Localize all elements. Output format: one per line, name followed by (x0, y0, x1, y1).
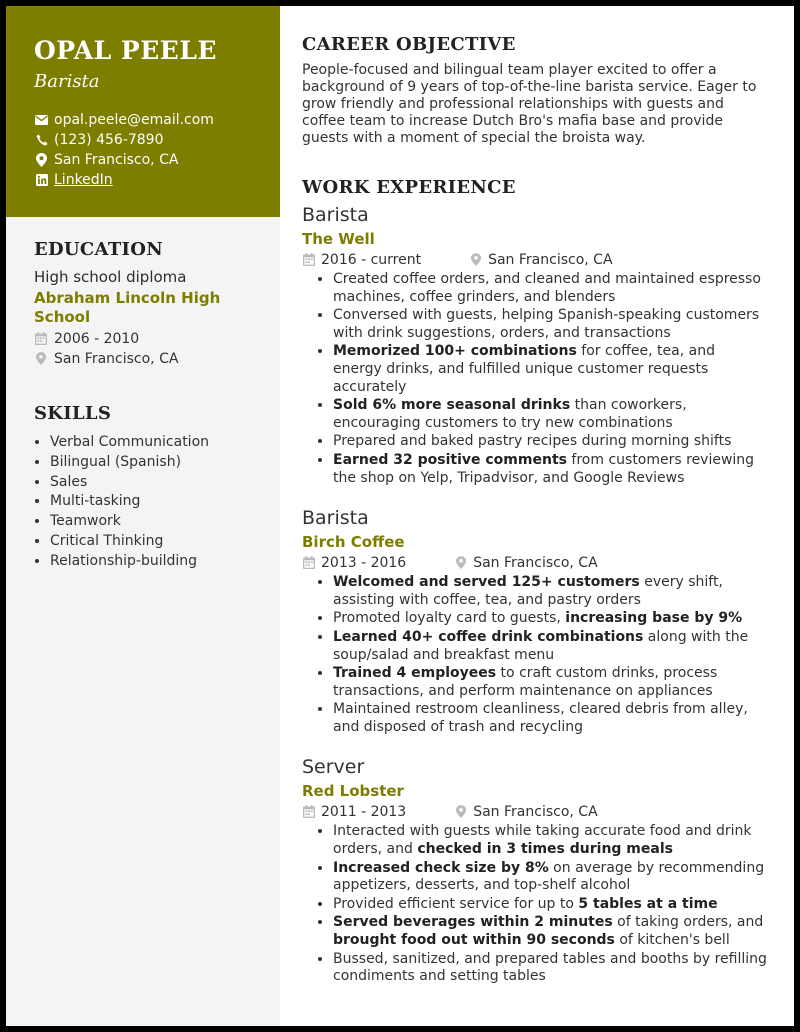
job-meta (302, 554, 768, 571)
education-section (34, 239, 252, 367)
work-heading: WORK EXPERIENCE (302, 177, 516, 198)
location-text: San Francisco, CA (54, 152, 179, 168)
skills-heading: SKILLS (34, 403, 112, 424)
company-name: Birch Coffee (302, 533, 405, 552)
candidate-name: OPAL PEELE (34, 36, 217, 65)
sidebar (6, 6, 280, 1026)
bullet-highlight: 5 tables at a time (578, 895, 718, 912)
skill-item: • Teamwork (50, 512, 252, 532)
phone-text: (123) 456-7890 (54, 132, 164, 148)
job-bullets (302, 574, 768, 736)
bullet-text: of kitchen's bell (614, 932, 730, 949)
job-meta (302, 251, 768, 268)
skill-item: • Relationship-building (50, 552, 252, 572)
job-dates: 2011 - 2013 (321, 803, 407, 820)
calendar-icon (302, 805, 316, 819)
bullet-highlight: increasing base by 9% (565, 610, 743, 627)
job-bullet (333, 665, 768, 700)
school-name: Abraham Lincoln High School (34, 289, 221, 326)
bullet-highlight: Learned 40+ coffee drink combinations (333, 628, 644, 645)
bullet-highlight: brought food out within 90 seconds (333, 932, 615, 949)
location-pin-icon (454, 556, 468, 570)
job-entry (302, 507, 768, 736)
job-bullet (333, 433, 768, 451)
job-bullet (333, 896, 768, 914)
bullet-highlight: Welcomed and served 125+ customers (333, 574, 640, 591)
contact-linkedin[interactable] (34, 172, 252, 188)
skill-item: • Bilingual (Spanish) (50, 453, 252, 473)
job-bullets (302, 823, 768, 985)
job-bullet (333, 914, 768, 949)
bullet-text: every shift, assisting with coffee, tea, and pastry orders (333, 574, 723, 608)
job-location-text: San Francisco, CA (473, 803, 598, 820)
calendar-icon (302, 253, 316, 267)
bullet-text: Created coffee orders, and cleaned and maintained espresso machines, coffee grinders, and blenders (333, 271, 761, 305)
job-bullet (333, 397, 768, 432)
envelope-icon (34, 113, 49, 127)
job-bullet (333, 629, 768, 664)
job-entry (302, 756, 768, 985)
job-location-text: San Francisco, CA (473, 554, 598, 571)
job-location (454, 555, 597, 571)
job-bullet (333, 452, 768, 487)
contact-location (34, 152, 252, 168)
bullet-text: on average by recommending appetizers, desserts, and top-shelf alcohol (333, 859, 765, 894)
degree: High school diploma (34, 268, 187, 286)
job-dates: 2016 - current (321, 251, 422, 268)
bullet-text: than coworkers, encouraging customers to try new combinations (333, 397, 687, 431)
bullet-text: Prepared and baked pastry recipes during morning shifts (333, 433, 732, 450)
job-bullets (302, 271, 768, 487)
job-bullet (333, 610, 768, 628)
skill-item: • Critical Thinking (50, 532, 252, 552)
bullet-text: of taking orders, and (612, 914, 764, 931)
bullet-text: Promoted loyalty card to guests, (333, 610, 566, 627)
header (6, 6, 280, 217)
contact-email (34, 112, 252, 128)
main-content (280, 6, 794, 1026)
job-bullet (333, 823, 768, 858)
bullet-highlight: Trained 4 employees (333, 665, 497, 682)
objective-text: People-focused and bilingual team player excited to offer a background of 9 years of top-of-the-line barista service. Eager to grow friendly and professional relationships with guests and coffee team to increase Dutch Bro's mafia base and provide guests with a moment of special the broista way. (302, 62, 757, 146)
job-dates: 2013 - 2016 (321, 554, 407, 571)
job-list (302, 204, 768, 986)
contact-phone (34, 132, 252, 148)
bullet-text: Maintained restroom cleanliness, cleared debris from alley, and disposed of trash and recycling (333, 701, 748, 735)
phone-icon (34, 133, 49, 147)
location-pin-icon (469, 253, 483, 267)
education-location-text: San Francisco, CA (54, 350, 179, 367)
sidebar-body (6, 239, 280, 572)
skills-list (34, 433, 252, 572)
calendar-icon (302, 556, 316, 570)
bullet-highlight: Earned 32 positive comments (333, 451, 567, 468)
bullet-text: for coffee, tea, and energy drinks, and fulfilled unique customer requests accurately (333, 343, 715, 395)
location-pin-icon (454, 805, 468, 819)
job-location (469, 252, 612, 268)
company-name: The Well (302, 230, 375, 248)
job-bullet (333, 951, 768, 986)
job-bullet (333, 271, 768, 306)
bullet-text: Interacted with guests while taking accurate food and drink orders, and (333, 823, 752, 858)
job-bullet (333, 701, 768, 736)
job-title: Server (302, 756, 365, 779)
objective-heading: CAREER OBJECTIVE (302, 34, 516, 55)
education-location (34, 350, 252, 367)
bullet-highlight: checked in 3 times during meals (417, 841, 673, 858)
job-title: Barista (302, 507, 369, 530)
bullet-highlight: Memorized 100+ combinations (333, 343, 577, 360)
bullet-text: from customers reviewing the shop on Yelp, Tripadvisor, and Google Reviews (333, 451, 755, 486)
linkedin-link[interactable]: LinkedIn (54, 172, 113, 188)
skill-item: • Sales (50, 473, 252, 493)
job-location (454, 804, 597, 820)
company-name: Red Lobster (302, 782, 404, 801)
bullet-text: to craft custom drinks, process transactions, and perform maintenance on appliances (333, 665, 718, 699)
job-entry (302, 204, 768, 487)
job-title: Barista (302, 204, 369, 226)
linkedin-icon[interactable] (34, 173, 49, 187)
email-text: opal.peele@email.com (54, 112, 214, 128)
job-meta (302, 803, 768, 820)
skill-item: • Verbal Communication (50, 433, 252, 453)
job-bullet (333, 574, 768, 609)
bullet-text: along with the soup/salad and breakfast menu (333, 628, 749, 663)
location-pin-icon (34, 153, 49, 167)
job-bullet (333, 307, 768, 342)
skill-item: • Multi-tasking (50, 492, 252, 512)
job-bullet (333, 860, 768, 895)
location-pin-icon (34, 352, 48, 366)
bullet-highlight: Sold 6% more seasonal drinks (333, 397, 571, 414)
work-section (302, 177, 768, 986)
education-heading: EDUCATION (34, 239, 163, 260)
education-dates (34, 330, 252, 347)
bullet-highlight: Increased check size by 8% (333, 859, 549, 876)
objective-section (302, 34, 768, 147)
bullet-text: Bussed, sanitized, and prepared tables and booths by refilling condiments and setting tables (333, 950, 767, 985)
skills-section (34, 403, 252, 572)
education-dates-text: 2006 - 2010 (54, 330, 140, 347)
resume-page (6, 6, 794, 1026)
candidate-role: Barista (34, 71, 100, 92)
calendar-icon (34, 332, 48, 346)
bullet-text: Conversed with guests, helping Spanish-speaking customers with drink suggestions, orders, and transactions (333, 307, 760, 341)
job-bullet (333, 343, 768, 396)
job-location-text: San Francisco, CA (488, 251, 613, 268)
bullet-text: Provided efficient service for up to (333, 895, 579, 912)
bullet-highlight: Served beverages within 2 minutes (333, 914, 613, 931)
